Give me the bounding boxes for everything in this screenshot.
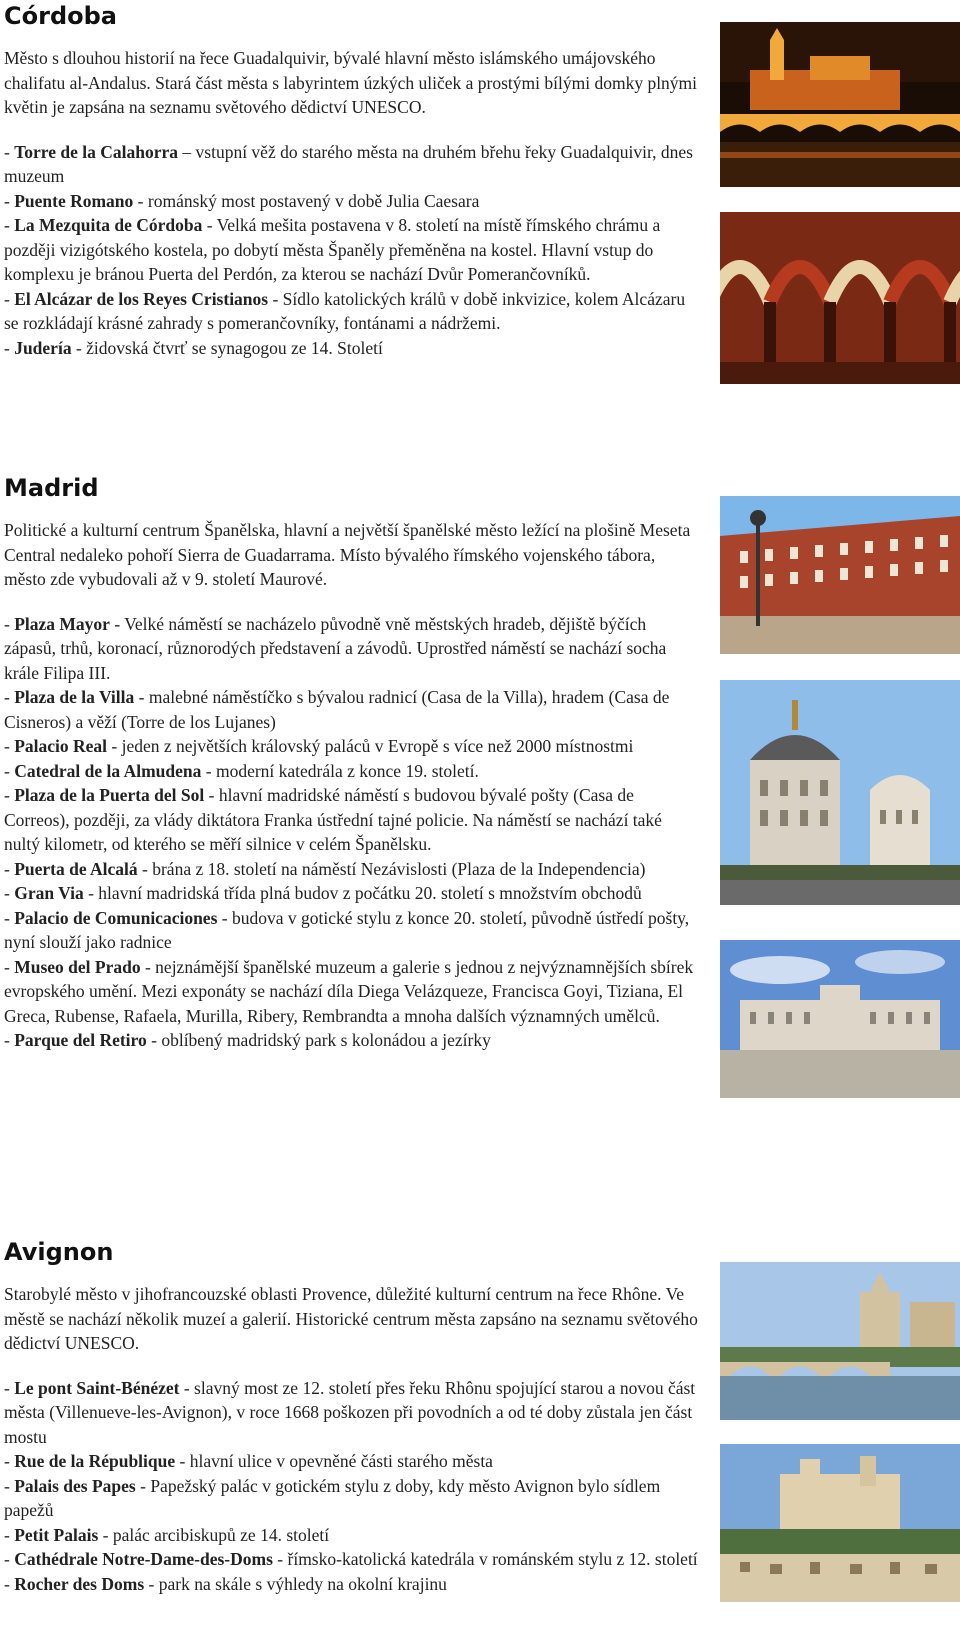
section-intro: Politické a kulturní centrum Španělska, hlavní a největší španělské město ležící na plošině Meseta Central nedaleko pohoří Sierra de Guadarrama. Místo bývalého římského vojenského tábora, město zde vybudovali až v 9. století Maurové. bbox=[4, 520, 691, 589]
list-item: - Museo del Prado - nejznámější španělské muzeum a galerie s jednou z nejvýznamnějších sbírek evropského umění. Mezi exponáty se nachází díla Diega Velázqueze, Francisca Goyi, Tiziana, El Greca, Rubense, Rafaela, Murilla, Ribery, Rembrandta a mnoha dalších významných umělců. bbox=[4, 956, 694, 1026]
list-item: - Palacio Real - jeden z největších královský paláců v Evropě s více než 2000 místnostmi bbox=[4, 736, 634, 756]
landmark-name: Puente Romano bbox=[14, 190, 134, 211]
list-item: - Rocher des Doms - park na skále s výhledy na okolní krajinu bbox=[4, 1573, 447, 1594]
mezquita-arches-photo bbox=[720, 212, 960, 384]
list-item: - Puerta de Alcalá - brána z 18. století na náměstí Nezávislosti (Plaza de la Independencia) bbox=[4, 858, 646, 879]
landmark-name: Museo del Prado bbox=[14, 956, 141, 977]
avignon-bridge-photo bbox=[720, 1262, 960, 1420]
landmark-name: Palais des Papes bbox=[14, 1475, 136, 1496]
landmark-name: Plaza de la Puerta del Sol bbox=[14, 785, 205, 805]
list-item: - Puente Romano - románský most postavený v době Julia Caesara bbox=[4, 190, 480, 211]
landmark-name: Plaza Mayor bbox=[14, 613, 110, 634]
list-item: - Palais des Papes - Papežský palác v gotickém stylu z doby, kdy město Avignon bylo sídlem papežů bbox=[4, 1475, 661, 1520]
list-item: - El Alcázar de los Reyes Cristianos - Sídlo katolických králů v době inkvizice, kolem Alcázaru se rozkládají krásné zahrady s pomerančovníky, fontánami a nádržemi. bbox=[4, 288, 686, 333]
section-title: Avignon bbox=[4, 1238, 114, 1266]
list-item: - Palacio de Comunicaciones - budova v gotické stylu z konce 20. století, původně ústředí pošty, nyní slouží jako radnice bbox=[4, 907, 690, 952]
landmark-name: Palacio Real bbox=[14, 736, 108, 756]
list-item: - Rue de la République - hlavní ulice v opevněné části starého města bbox=[4, 1451, 493, 1471]
list-item: - Cathédrale Notre-Dame-des-Doms - římsko-katolická katedrála v románském stylu z 12. století bbox=[4, 1549, 698, 1569]
section-avignon bbox=[4, 1238, 700, 1596]
palais-des-papes-photo bbox=[720, 1444, 960, 1602]
list-item: - Gran Via - hlavní madridská třída plná budov z počátku 20. století s množstvím obchodů bbox=[4, 883, 642, 903]
landmark-name: Le pont Saint-Bénézet bbox=[14, 1377, 180, 1398]
landmark-name: Judería bbox=[14, 337, 72, 358]
list-item: - La Mezquita de Córdoba - Velká mešita postavena v 8. století na místě římského chrámu a později vizigótského kostela, po dobytí města Španěly přeměněna na kostel. Hlavní vstup do komplexu je bránou Puerta del Perdón, za kterou se nachází Dvůr Pomerančovníků. bbox=[4, 215, 661, 284]
landmark-name: Parque del Retiro bbox=[14, 1030, 147, 1050]
section-cordoba bbox=[4, 2, 700, 360]
metropolis-building-photo bbox=[720, 680, 960, 905]
landmark-name: Petit Palais bbox=[14, 1524, 99, 1545]
list-item: - Plaza de la Villa - malebné náměstíčko s bývalou radnicí (Casa de la Villa), hradem (Casa de Cisneros) a věží (Torre de los Lujanes) bbox=[4, 687, 670, 732]
landmark-name: Torre de la Calahorra bbox=[14, 141, 179, 162]
landmark-name: Plaza de la Villa bbox=[14, 687, 135, 707]
list-item: - Petit Palais - palác arcibiskupů ze 14. století bbox=[4, 1524, 330, 1545]
list-item: - Le pont Saint-Bénézet - slavný most ze 12. století přes řeku Rhônu spojující starou a novou část města (Villenueve-les-Avignon), v roce 1668 poškozen při povodních a od té doby zůstala jen část mostu bbox=[4, 1377, 696, 1447]
section-madrid bbox=[4, 474, 700, 1053]
landmark-list bbox=[4, 612, 700, 1053]
landmark-name: Gran Via bbox=[14, 883, 84, 903]
landmark-name: Rocher des Doms bbox=[14, 1573, 145, 1594]
landmark-list bbox=[4, 1376, 700, 1597]
section-intro: Město s dlouhou historií na řece Guadalquivir, bývalé hlavní město islámského umájovského chalifatu al-Andalus. Stará část města s labyrintem úzkých uliček a prostými bílými domky plnými květin je zapsána na seznamu světového dědictví UNESCO. bbox=[4, 48, 698, 117]
list-item: - Plaza de la Puerta del Sol - hlavní madridské náměstí s budovou bývalé pošty (Casa de Correos), později, za vlády diktátora Franka ústřední tajné policie. Na náměstí se nachází také nultý kilometr, od kterého se měří silnice v celém Španělsku. bbox=[4, 785, 662, 854]
section-title: Madrid bbox=[4, 474, 99, 502]
landmark-name: Catedral de la Almudena bbox=[14, 760, 202, 781]
landmark-name: El Alcázar de los Reyes Cristianos bbox=[14, 288, 269, 309]
list-item: - Torre de la Calahorra – vstupní věž do starého města na druhém břehu řeky Guadalquivir, dnes muzeum bbox=[4, 141, 693, 186]
landmark-list bbox=[4, 140, 700, 361]
list-item: - Plaza Mayor - Velké náměstí se nacházelo původně vně městských hradeb, dějiště býčích zápasů, trhů, koronací, různorodých představení a závodů. Uprostřed náměstí se nachází socha krále Filipa III. bbox=[4, 613, 667, 683]
landmark-name: La Mezquita de Córdoba bbox=[14, 215, 203, 235]
palacio-real-photo bbox=[720, 940, 960, 1098]
cordoba-night-photo bbox=[720, 22, 960, 187]
section-intro: Starobylé město v jihofrancouzské oblasti Provence, důležité kulturní centrum na řece Rhône. Ve městě se nachází několik muzeí a galerií. Historické centrum města zapsáno na seznamu světového dědictví UNESCO. bbox=[4, 1284, 698, 1353]
plaza-mayor-photo bbox=[720, 496, 960, 654]
list-item: - Parque del Retiro - oblíbený madridský park s kolonádou a jezírky bbox=[4, 1030, 491, 1050]
landmark-name: Rue de la République bbox=[14, 1451, 176, 1471]
landmark-name: Puerta de Alcalá bbox=[14, 858, 138, 879]
list-item: - Catedral de la Almudena - moderní katedrála z konce 19. století. bbox=[4, 760, 479, 781]
landmark-name: Cathédrale Notre-Dame-des-Doms bbox=[14, 1549, 273, 1569]
landmark-name: Palacio de Comunicaciones bbox=[14, 907, 218, 928]
section-title: Córdoba bbox=[4, 2, 117, 30]
list-item: - Judería - židovská čtvrť se synagogou ze 14. Století bbox=[4, 337, 383, 358]
